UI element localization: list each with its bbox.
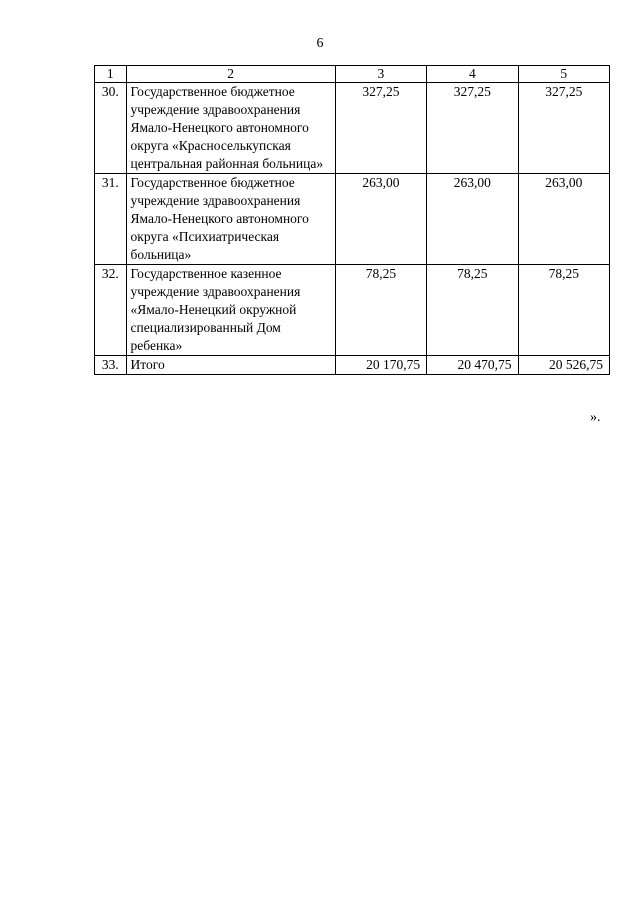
value-col-3: 263,00 xyxy=(335,174,426,265)
page-number: 6 xyxy=(316,36,324,51)
table-header-row xyxy=(95,66,610,83)
value-col-5: 327,25 xyxy=(518,83,609,174)
value-col-4: 327,25 xyxy=(427,83,518,174)
total-label: Итого xyxy=(126,356,335,375)
column-header-3: 3 xyxy=(335,66,426,83)
table-row-total xyxy=(95,356,610,375)
table-row xyxy=(95,265,610,356)
table-row xyxy=(95,83,610,174)
table-row xyxy=(95,174,610,265)
value-col-5: 78,25 xyxy=(518,265,609,356)
column-header-1: 1 xyxy=(95,66,127,83)
total-col-5: 20 526,75 xyxy=(518,356,609,375)
value-col-5: 263,00 xyxy=(518,174,609,265)
value-col-3: 78,25 xyxy=(335,265,426,356)
value-col-3: 327,25 xyxy=(335,83,426,174)
row-number: 30. xyxy=(95,83,127,174)
column-header-2: 2 xyxy=(126,66,335,83)
row-number: 33. xyxy=(95,356,127,375)
institution-name: Государственное бюджетное учреждение здравоохранения Ямало-Ненецкого автономного округа «Красноселькупская центральная районная больница» xyxy=(126,83,335,174)
total-col-4: 20 470,75 xyxy=(427,356,518,375)
value-col-4: 78,25 xyxy=(427,265,518,356)
institution-name: Государственное казенное учреждение здравоохранения «Ямало-Ненецкий окружной специализированный Дом ребенка» xyxy=(126,265,335,356)
row-number: 31. xyxy=(95,174,127,265)
closing-quote-mark: ». xyxy=(590,410,601,425)
column-header-5: 5 xyxy=(518,66,609,83)
column-header-4: 4 xyxy=(427,66,518,83)
value-col-4: 263,00 xyxy=(427,174,518,265)
row-number: 32. xyxy=(95,265,127,356)
institution-name: Государственное бюджетное учреждение здравоохранения Ямало-Ненецкого автономного округа «Психиатрическая больница» xyxy=(126,174,335,265)
appropriations-table xyxy=(94,65,610,375)
total-col-3: 20 170,75 xyxy=(335,356,426,375)
